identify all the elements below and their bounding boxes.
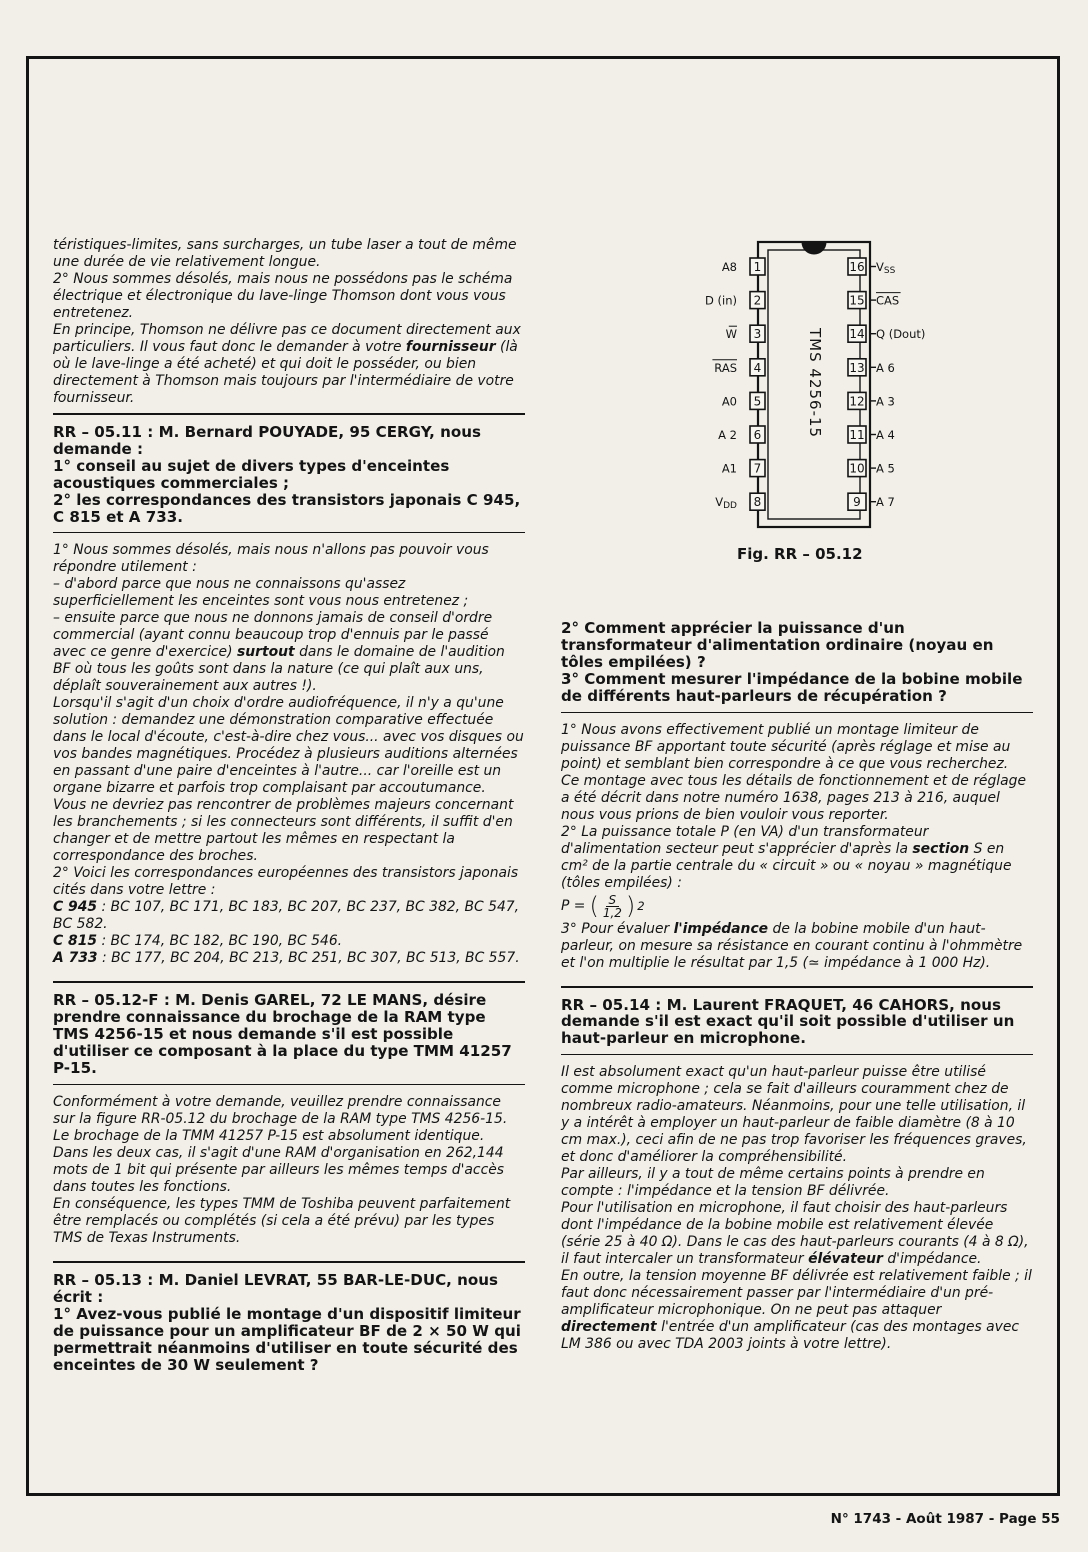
pin-name: RAS [714,360,737,375]
answer-paragraph: Par ailleurs, il y a tout de même certains points à prendre en compte : l'impédance et la tension BF délivrée. [561,1166,985,1200]
pin [848,292,901,309]
pin [848,359,895,376]
formula-denominator: 1,2 [602,905,622,920]
answer-paragraph: Ce montage avec tous les détails de fonctionnement et de réglage a été décrit dans notre numéro 1638, pages 213 à 216, auquel nous vous prions de bien vouloir vous reporter. [561,772,1027,823]
pin [705,292,765,309]
divider [53,1084,525,1085]
pin [848,460,895,477]
equivalent-line: C 815 : BC 174, BC 182, BC 190, BC 546. [53,933,343,950]
divider [53,532,525,533]
answer-paragraph: En outre, la tension moyenne BF délivrée est relativement faible ; il faut donc nécessairement passer par l'intermédiaire d'un pré-amplificateur microphonique. On ne peut pas attaquer directement l'entrée d'un amplificateur (cas des montages avec LM 386 ou avec TDA 2003 joints à votre lettre). [561,1268,1032,1353]
intro-paragraph: En principe, Thomson ne délivre pas ce document directement aux particuliers. Il vous faut donc le demander à votre fournisseur (là où le lave-linge a été acheté) et qui doit le posséder, ou bien directement à Thomson mais toujours par l'intermédiaire de votre fournisseur. [53,322,521,406]
pin-number: 13 [849,360,865,375]
pin-name: W [725,327,737,342]
answer-paragraph: – d'abord parce que nous ne connaissons qu'assez superficiellement les enceintes sont vous nous entretenez ; [53,576,469,610]
answer-paragraph: Pour l'utilisation en microphone, il faut choisir des haut-parleurs dont l'impédance de la bobine mobile est relativement élevée (série 25 à 40 Ω). Dans le cas des haut-parleurs courants (4 à 8 Ω), il faut intercaler un transformateur élévateur d'impédance. [561,1200,1029,1268]
divider [561,986,1033,988]
pin [715,493,765,511]
pinout-figure [690,236,950,536]
question-title: RR – 05.13 : M. Daniel LEVRAT, 55 BAR-LE-DUC, nous écrit : [53,1270,498,1306]
pin-number: 6 [753,428,762,442]
formula-lhs: P = [561,897,586,914]
intro-paragraph: téristiques-limites, sans surcharges, un tube laser a tout de même une durée de vie relativement longue. [53,237,517,270]
pin-number: 11 [849,428,865,442]
pin-name: A0 [721,394,737,409]
pin [718,426,765,443]
answer-paragraph: – ensuite parce que nous ne donnons jamais de conseil d'ordre commercial (ayant connu beaucoup trop d'ennuis par le passé avec ce genre d'exercice) surtout dans le domaine de l'audition BF où tous les goûts sont dans la nature (ce qui plaît aux uns, déplaît souverainement aux autres !). [53,610,505,695]
answer-paragraph: En conséquence, les types TMM de Toshiba peuvent parfaitement être remplacés ou complétés (si cela a été prévu) par les types TMS de Texas Instruments. [53,1195,511,1246]
pin-number: 3 [753,327,762,342]
pin-name: A 3 [876,394,895,409]
pin-name: A 6 [876,360,895,375]
page-footer: N° 1743 - Août 1987 - Page 55 [830,1511,1060,1527]
pin-number: 1 [753,260,762,274]
pin-name: A 2 [718,428,737,442]
equivalent-line: C 945 : BC 107, BC 171, BC 183, BC 207, BC 237, BC 382, BC 547, BC 582. [53,899,520,933]
right-column [561,620,1033,1353]
pin [726,325,765,342]
answer-paragraph: Il est absolument exact qu'un haut-parleur puisse être utilisé comme microphone ; cela se fait d'ailleurs couramment chez de nombreux radio-amateurs. Néanmoins, pour une telle utilisation, il y a intérêt à employer un haut-parleur de faible diamètre (8 à 10 cm max.), ceci afin de ne pas trop favoriser les fréquences graves, et donc d'améliorer la compréhensibilité. [561,1064,1027,1166]
pin-name: A1 [721,461,737,476]
pin [722,392,765,409]
formula-numerator: S [606,894,620,907]
pin-number: 12 [849,394,865,409]
pin-number: 7 [753,461,762,476]
chip-label: TMS 4256-15 [806,328,824,439]
pin-number: 15 [849,293,865,308]
pin [848,493,895,510]
pin-number: 9 [853,495,861,510]
divider [53,981,525,983]
answer-paragraph: Lorsqu'il s'agit d'un choix d'ordre audiofréquence, il n'y a qu'une solution : demandez une démonstration comparative effectuée dans le local d'écoute, c'est-à-dire chez vous... avec vos disques ou vos bandes magnétiques. Procédez à plusieurs auditions alternées en passant d'une paire d'enceintes à l'autre... car l'oreille est un organe bizarre et parfois trop complaisant par accoutumance. [53,695,524,797]
pin [712,359,765,376]
pin-name: D (in) [705,293,737,308]
question-item: 1° conseil au sujet de divers types d'enceintes acoustiques commerciales ; [53,456,450,492]
pin [848,325,925,342]
divider [561,1054,1033,1055]
pin [722,258,765,275]
left-column [53,237,525,1373]
question-item: 3° Comment mesurer l'impédance de la bobine mobile de différents haut-parleurs de récupération ? [561,669,1023,705]
answer-paragraph: 3° Pour évaluer l'impédance de la bobine mobile d'un haut-parleur, on mesure sa résistance en courant continu à l'ohmmètre et l'on multiplie le résultat par 1,5 (≃ impédance à 1 000 Hz). [561,920,1023,971]
answer-paragraph: 1° Nous avons effectivement publié un montage limiteur de puissance BF apportant toute sécurité (après réglage et mise au point) et semblant bien correspondre à ce que vous recherchez. [561,721,1011,772]
question-title: RR – 05.12-F : M. Denis GAREL, 72 LE MANS, désire prendre connaissance du brochage de la RAM type TMS 4256-15 et nous demande s'il est possible d'utiliser ce composant à la place du type TMM 41257 P-15. [53,991,512,1078]
pin-name: A 5 [876,461,895,476]
pin-name: A8 [721,260,737,274]
pin-name: Q (Dout) [876,327,926,342]
equivalent-line: A 733 : BC 177, BC 204, BC 213, BC 251, BC 307, BC 513, BC 557. [53,950,520,967]
pin-name: A 4 [876,428,895,442]
divider [53,1261,525,1263]
pin [848,258,896,276]
pin-number: 4 [753,360,762,375]
pin-name: VSS [876,260,896,276]
pin-number: 10 [849,461,865,476]
pin-name: VDD [715,495,737,512]
pin [848,392,895,409]
question-item: 2° Comment apprécier la puissance d'un transformateur d'alimentation ordinaire (noyau en tôles empilées) ? [561,619,994,671]
answer-paragraph: 1° Nous sommes désolés, mais nous n'allons pas pouvoir vous répondre utilement : [53,542,489,576]
pin-number: 2 [753,293,762,308]
pin-name: CAS [876,293,900,308]
pin [722,460,765,477]
pin-number: 16 [849,260,865,274]
chip-notch [802,242,826,254]
intro-paragraph: 2° Nous sommes désolés, mais nous ne possédons pas le schéma électrique et électronique du lave-linge Thomson dont vous vous entretenez. [53,271,513,321]
question-title: RR – 05.14 : M. Laurent FRAQUET, 46 CAHORS, nous demande s'il est exact qu'il soit possible d'utiliser un haut-parleur en microphone. [561,995,1015,1048]
pin-name: A 7 [876,495,895,510]
answer-paragraph: Dans les deux cas, il s'agit d'une RAM d'organisation en 262,144 mots de 1 bit qui présente par ailleurs les mêmes temps d'accès dans toutes les fonctions. [53,1144,504,1195]
answer-paragraph: 2° Voici les correspondances européennes des transistors japonais cités dans votre lettre : [53,865,519,899]
pin [848,426,895,443]
pin-number: 14 [849,327,865,342]
figure-caption: Fig. RR – 05.12 [737,545,863,563]
question-item: 2° les correspondances des transistors japonais C 945, C 815 et A 733. [53,490,521,526]
answer-paragraph: 2° La puissance totale P (en VA) d'un transformateur d'alimentation secteur peut s'apprécier d'après la section S en cm² de la partie centrale du « circuit » ou « noyau » magnétique (tôles empilées) : [561,823,1012,891]
formula-exponent: 2 [637,898,645,913]
question-item: 1° Avez-vous publié le montage d'un dispositif limiteur de puissance pour un amplificateur BF de 2 × 50 W qui permettrait néanmoins d'utiliser en toute sécurité des enceintes de 30 W seulement ? [53,1304,521,1374]
pin-number: 8 [753,495,762,510]
divider [561,712,1033,713]
pin-number: 5 [753,394,762,409]
divider [53,413,525,415]
answer-paragraph: Conformément à votre demande, veuillez prendre connaissance sur la figure RR-05.12 du brochage de la RAM type TMS 4256-15. Le brochage de la TMM 41257 P-15 est absolument identique. [53,1093,508,1144]
power-formula: P = ( $\frac{S}{1,2}$ ) 2 [561,892,645,921]
question-title: RR – 05.11 : M. Bernard POUYADE, 95 CERGY, nous demande : [53,423,481,458]
answer-paragraph: Vous ne devriez pas rencontrer de problèmes majeurs concernant les branchements ; si les connecteurs sont différents, il suffit d'en changer et de mettre partout les mêmes en respectant la correspondance des broches. [53,797,514,865]
